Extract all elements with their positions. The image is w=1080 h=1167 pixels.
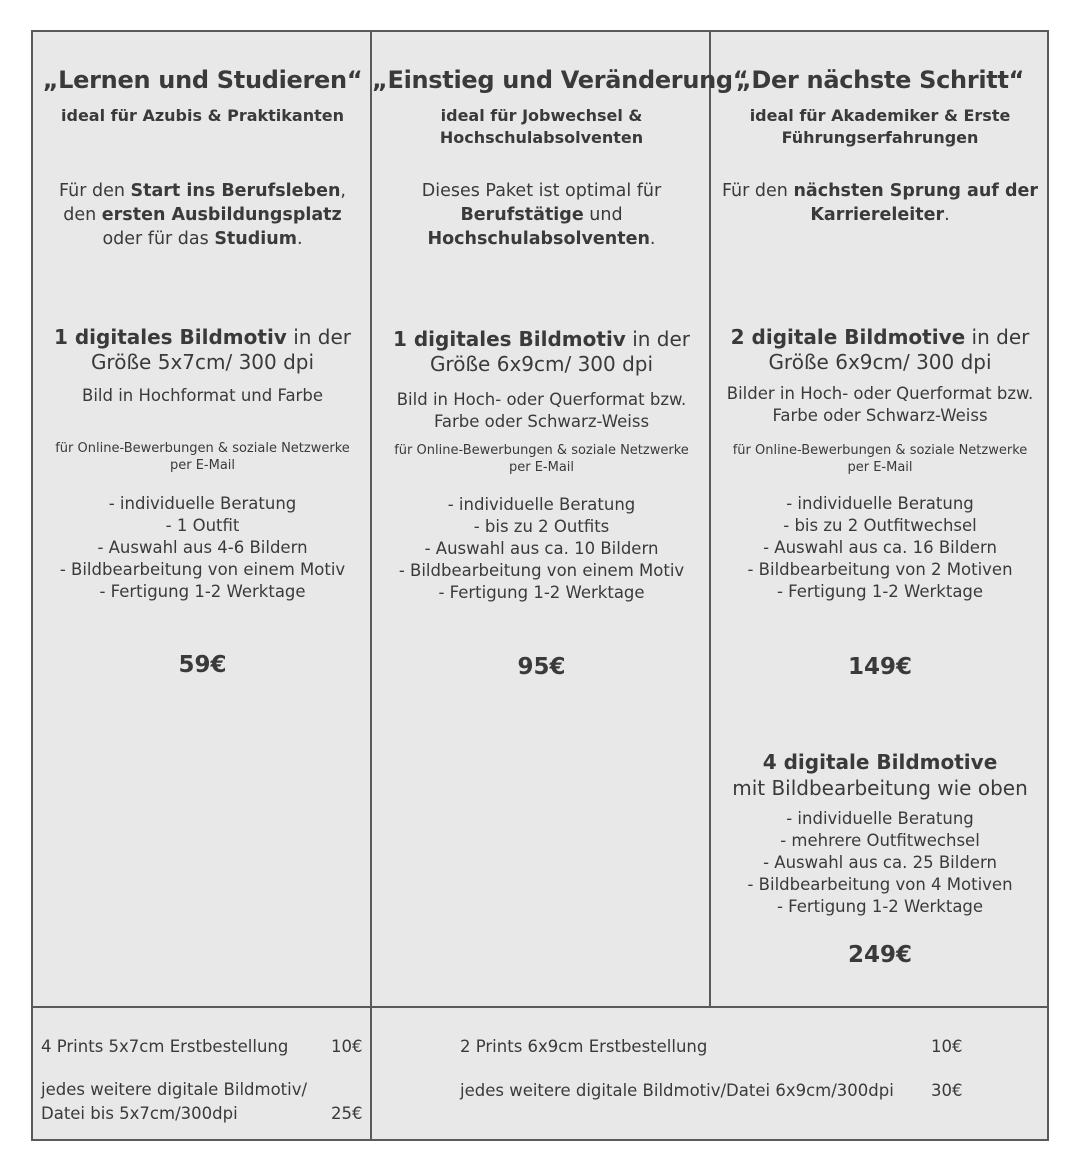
intro-line — [711, 179, 1049, 203]
package-column — [372, 32, 749, 1004]
print-price: 25€ — [331, 1104, 363, 1123]
motive-text: in der — [625, 327, 691, 351]
intro-text: den — [63, 205, 102, 225]
package-intro — [372, 179, 711, 251]
intro-text: . — [296, 229, 303, 249]
intro-highlight: Start ins Berufsleben — [130, 181, 341, 201]
print-price: 10€ — [931, 1037, 963, 1056]
feature-item: - Bildbearbeitung von 4 Motiven — [747, 875, 1013, 894]
feature-item: - Fertigung 1-2 Werktage — [776, 582, 984, 601]
intro-text: Für den — [59, 181, 131, 201]
price-table — [31, 30, 1049, 1141]
package-title: „Lernen und Studieren“ — [42, 66, 363, 94]
intro-line — [33, 203, 372, 227]
intro-highlight: Hochschulabsolventen — [427, 229, 650, 249]
usage-line: für Online-Bewerbungen & soziale Netzwerke — [732, 443, 1028, 458]
feature-item: - individuelle Beratung — [447, 495, 636, 514]
feature-item: - Bildbearbeitung von einem Motiv — [59, 560, 346, 579]
usage-line: per E-Mail — [847, 460, 913, 475]
intro-line — [372, 179, 711, 203]
motive-line — [711, 350, 1049, 375]
feature-item: - bis zu 2 Outfitwechsel — [783, 516, 977, 535]
format-line: Farbe oder Schwarz-Weiss — [772, 406, 988, 425]
intro-text: , — [340, 181, 346, 201]
subtitle-line: ideal für Jobwechsel & — [440, 106, 643, 125]
intro-highlight: Berufstätige — [460, 205, 584, 225]
motive-highlight: 1 digitales Bildmotiv — [392, 327, 626, 351]
package-usage — [711, 442, 1049, 476]
subtitle-line: ideal für Azubis & Praktikanten — [61, 106, 344, 125]
usage-line: für Online-Bewerbungen & soziale Netzwerke — [394, 443, 689, 458]
package-subtitle — [372, 105, 711, 149]
subtitle-line: Hochschulabsolventen — [439, 128, 644, 147]
feature-item: - individuelle Beratung — [108, 494, 297, 513]
motive-text: Größe 5x7cm/ 300 dpi — [90, 350, 315, 374]
intro-highlight: Karriereleiter — [810, 205, 945, 225]
feature-item: - 1 Outfit — [165, 516, 240, 535]
usage-line: per E-Mail — [169, 458, 236, 473]
usage-line: per E-Mail — [508, 460, 575, 475]
print-label: Datei bis 5x7cm/300dpi — [41, 1104, 238, 1123]
usage-line: für Online-Bewerbungen & soziale Netzwerke — [55, 441, 350, 456]
print-label: 4 Prints 5x7cm Erstbestellung — [41, 1037, 289, 1056]
package-motive — [711, 325, 1049, 375]
feature-list — [372, 494, 711, 604]
motive-line — [33, 350, 372, 375]
subtitle-line: ideal für Akademiker & Erste — [749, 106, 1011, 125]
extra-package-subtitle: mit Bildbearbeitung wie oben — [732, 776, 1028, 800]
package-title: „Einstieg und Veränderung“ — [372, 66, 749, 94]
package-format — [33, 385, 372, 407]
extra-title-text: 4 digitale Bildmotive — [762, 750, 998, 774]
extra-package-title — [711, 750, 1049, 775]
extra-package-price: 249€ — [847, 942, 912, 968]
feature-item: - mehrere Outfitwechsel — [780, 831, 980, 850]
motive-highlight: 1 digitales Bildmotiv — [53, 325, 287, 349]
extra-feature-list — [711, 808, 1049, 918]
package-usage — [33, 440, 372, 474]
subtitle-line: Führungserfahrungen — [781, 128, 979, 147]
intro-line — [33, 179, 372, 203]
motive-line — [372, 352, 711, 377]
motive-line — [33, 325, 372, 350]
motive-highlight: 2 digitale Bildmotive — [730, 325, 966, 349]
package-price: 59€ — [178, 652, 227, 678]
print-label: 2 Prints 6x9cm Erstbestellung — [460, 1037, 708, 1056]
format-line: Bild in Hochformat und Farbe — [82, 386, 323, 405]
motive-text: in der — [965, 325, 1030, 349]
feature-item: - Auswahl aus ca. 10 Bildern — [424, 539, 659, 558]
motive-line — [711, 325, 1049, 350]
print-label: jedes weitere digitale Bildmotiv/ — [41, 1080, 308, 1099]
intro-text: oder für das — [102, 229, 215, 249]
feature-item: - Bildbearbeitung von 2 Motiven — [747, 560, 1013, 579]
feature-item: - Auswahl aus ca. 25 Bildern — [763, 853, 997, 872]
package-title: „Der nächste Schritt“ — [735, 66, 1025, 94]
package-subtitle — [711, 105, 1049, 149]
package-intro — [33, 179, 372, 251]
motive-text: Größe 6x9cm/ 300 dpi — [768, 350, 992, 374]
format-line: Farbe oder Schwarz-Weiss — [433, 412, 650, 431]
motive-line — [372, 327, 711, 352]
print-price: 10€ — [331, 1037, 363, 1056]
intro-highlight: ersten Ausbildungsplatz — [101, 205, 342, 225]
package-format — [372, 389, 711, 433]
feature-item: - Auswahl aus ca. 16 Bildern — [763, 538, 997, 557]
feature-item: - Bildbearbeitung von einem Motiv — [398, 561, 685, 580]
package-format — [711, 383, 1049, 427]
feature-item: - bis zu 2 Outfits — [473, 517, 610, 536]
package-column — [33, 32, 372, 1004]
package-motive — [372, 327, 711, 377]
package-subtitle — [33, 105, 372, 127]
package-price: 95€ — [517, 654, 566, 680]
format-line: Bild in Hoch- oder Querformat bzw. — [396, 390, 687, 409]
feature-item: - Fertigung 1-2 Werktage — [776, 897, 984, 916]
package-motive — [33, 325, 372, 375]
package-intro — [711, 179, 1049, 227]
intro-text: Dieses Paket ist optimal für — [421, 181, 662, 201]
intro-line — [33, 227, 372, 251]
feature-item: - Fertigung 1-2 Werktage — [99, 582, 306, 601]
intro-highlight: nächsten Sprung auf der — [793, 181, 1039, 201]
intro-text: . — [649, 229, 656, 249]
motive-text: Größe 6x9cm/ 300 dpi — [429, 352, 654, 376]
intro-text: . — [944, 205, 950, 225]
intro-text: und — [583, 205, 623, 225]
package-price: 149€ — [847, 654, 912, 680]
print-label: jedes weitere digitale Bildmotiv/Datei 6x9cm/300dpi — [460, 1081, 894, 1100]
package-usage — [372, 442, 711, 476]
format-line: Bilder in Hoch- oder Querformat bzw. — [726, 384, 1034, 403]
feature-item: - Fertigung 1-2 Werktage — [438, 583, 645, 602]
print-price: 30€ — [931, 1081, 963, 1100]
intro-line — [711, 203, 1049, 227]
divider — [33, 1006, 1047, 1008]
intro-line — [372, 203, 711, 227]
feature-list — [711, 493, 1049, 603]
motive-text: in der — [286, 325, 352, 349]
feature-item: - Auswahl aus 4-6 Bildern — [97, 538, 308, 557]
feature-item: - individuelle Beratung — [786, 809, 974, 828]
feature-item: - individuelle Beratung — [786, 494, 974, 513]
intro-highlight: Studium — [214, 229, 297, 249]
package-column — [711, 32, 1049, 1004]
feature-list — [33, 493, 372, 603]
intro-text: Für den — [721, 181, 794, 201]
intro-line — [372, 227, 711, 251]
